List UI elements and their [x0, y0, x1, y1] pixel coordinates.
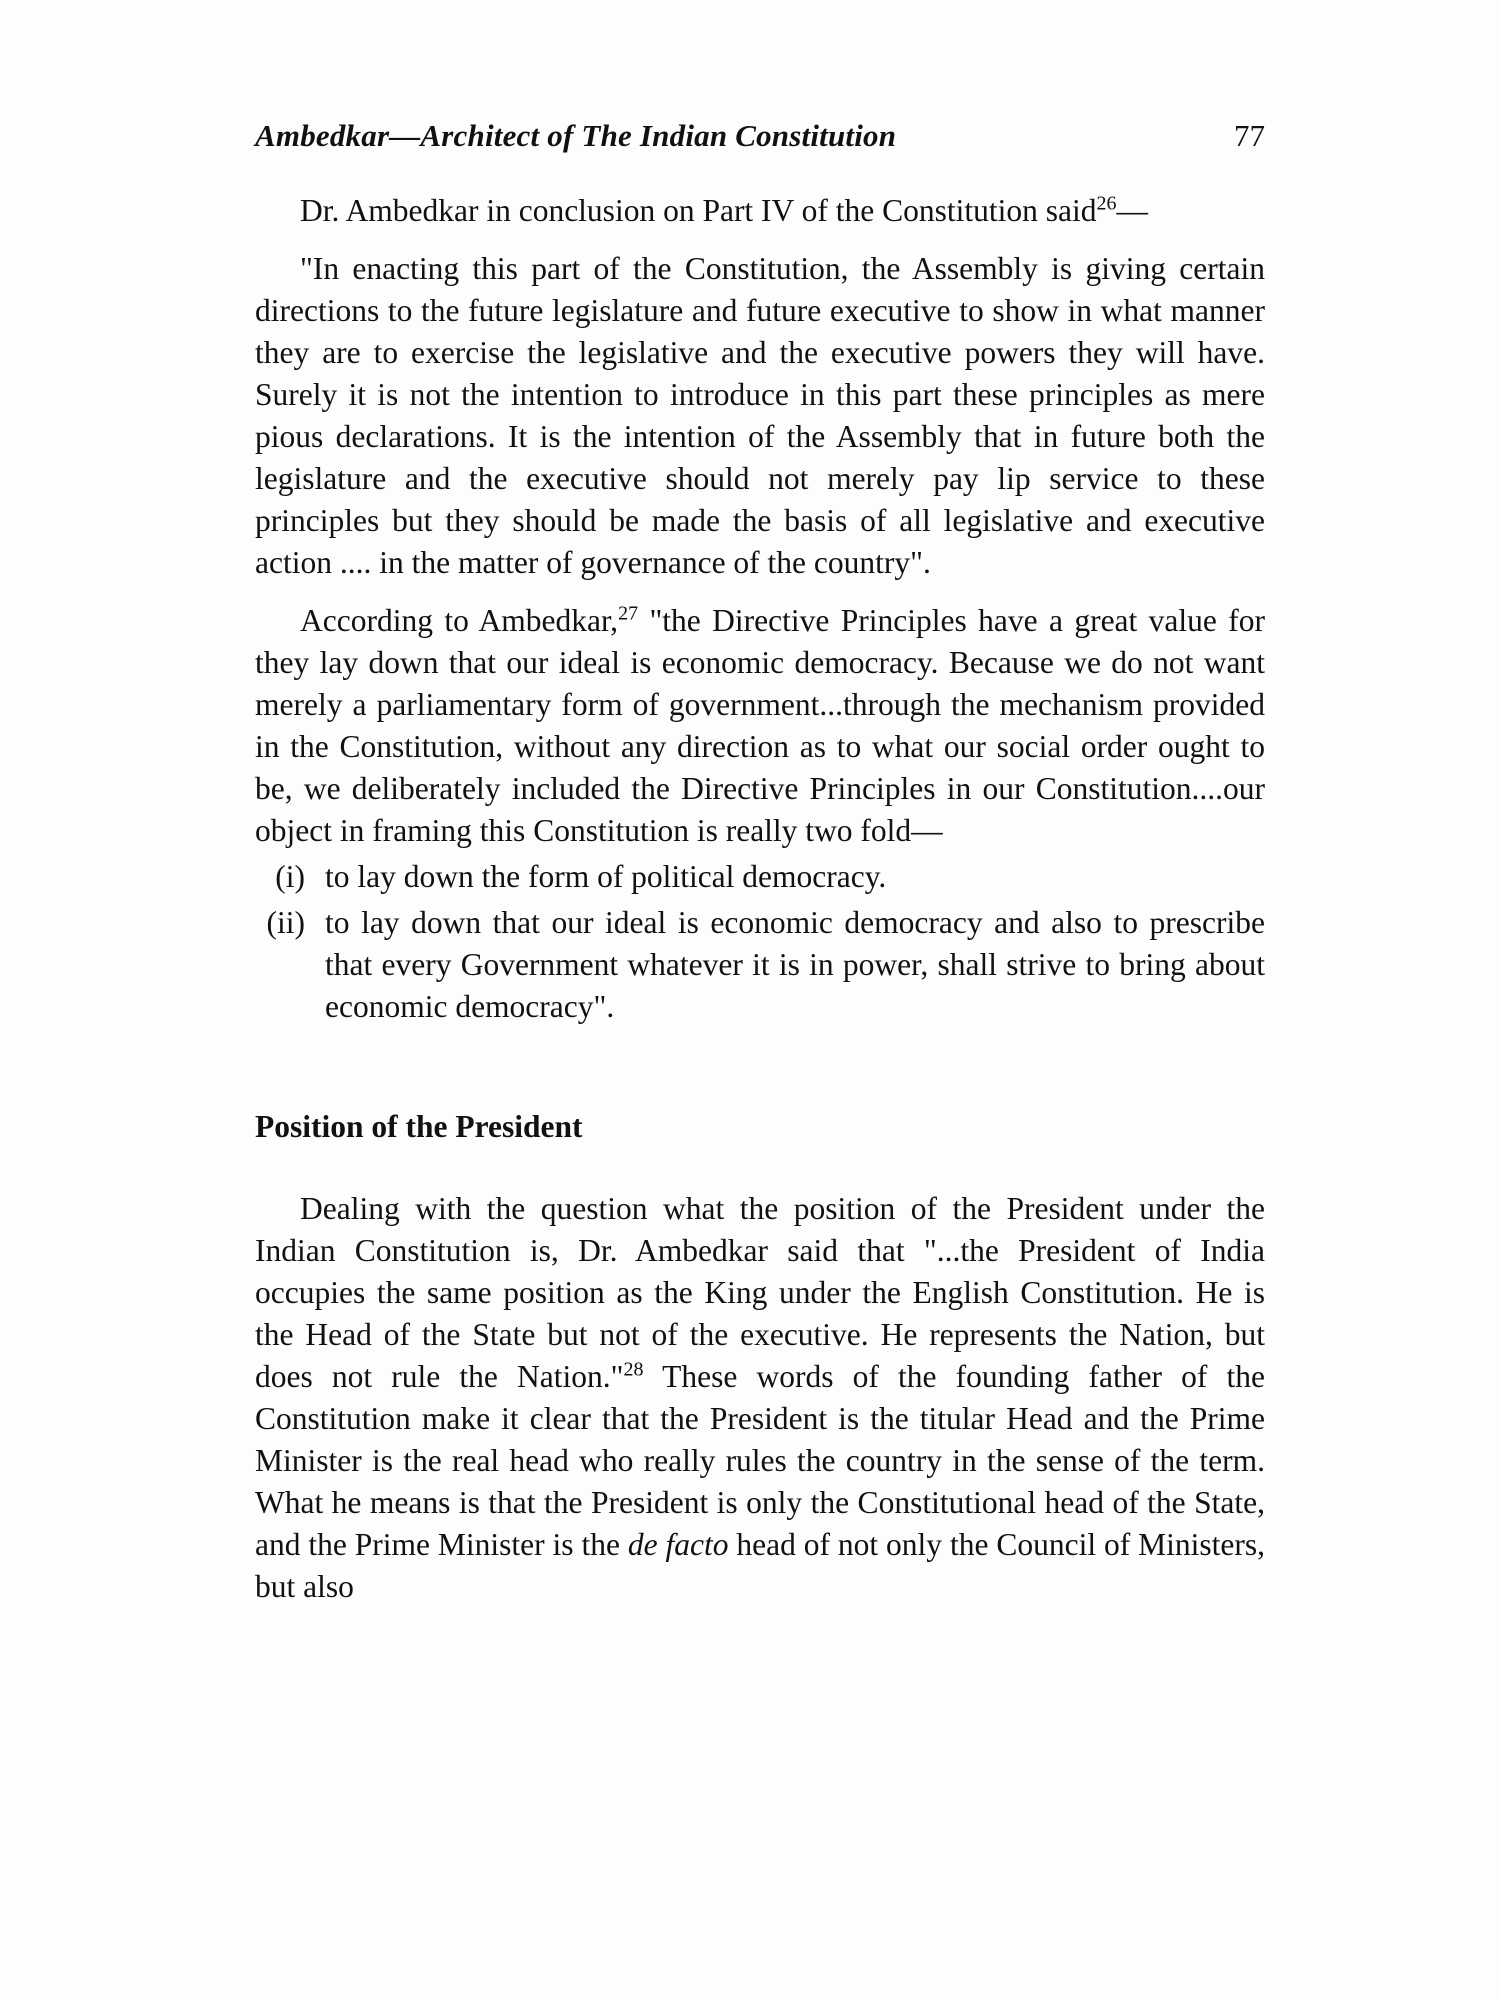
list-item [255, 902, 1265, 1028]
president-text: Dealing with the question what the position of the President under the Indian Constitution is, Dr. Ambedkar said that "...the President of India occupies the same position as the King under the English Constitution. He is the Head of the State but not of the executive. He represents the Nation, but does not rule the Nation." [255, 1191, 1265, 1394]
president-text-continued: These words of the founding father of the Constitution make it clear that the President is the titular Head and the Prime Minister is the real head who really rules the country in the sense of the term. What he means is that the President is only the Constitutional head of the State, and the Prime Minister is the [255, 1359, 1265, 1562]
list-item [255, 856, 1265, 898]
list-item-text: to lay down the form of political democracy. [325, 859, 887, 894]
list-item-text: to lay down that our ideal is economic democracy and also to prescribe that every Government whatever it is in power, shall strive to bring about economic democracy". [325, 905, 1265, 1024]
president-paragraph [255, 1188, 1265, 1608]
president-text-end: head of not only the Council of Ministers, but also [255, 1527, 1265, 1604]
directive-principles-paragraph [255, 600, 1265, 852]
intro-dash: — [1116, 193, 1148, 228]
para2-lead: According to Ambedkar, [300, 603, 619, 638]
running-head: Ambedkar—Architect of The Indian Constitution [255, 118, 897, 153]
footnote-ref-26: 26 [1096, 192, 1117, 215]
quote-paragraph: "In enacting this part of the Constitution, the Assembly is giving certain directions to the future legislature and future executive to show in what manner they are to exercise the legislative and the executive powers they will have. Surely it is not the intention to introduce in this part these principles as mere pious declarations. It is the intention of the Assembly that in future both the legislature and the executive should not merely pay lip service to these principles but they should be made the basis of all legislative and executive action .... in the matter of governance of the country". [255, 251, 1265, 580]
para2-text: "the Directive Principles have a great value for they lay down that our ideal is economic democracy. Because we do not want merely a parliamentary form of government...through the mechanism provided in the Constitution, without any direction as to what our social order ought to be, we deliberately included the Directive Principles in our Constitution....our object in framing this Constitution is really two fold— [255, 603, 1265, 848]
list-item-number: (i) [275, 859, 305, 894]
page-body [255, 190, 1265, 1608]
intro-paragraph [255, 190, 1265, 232]
section-heading: Position of the President [255, 1109, 583, 1144]
objects-list [255, 856, 1265, 1028]
intro-text: Dr. Ambedkar in conclusion on Part IV of the Constitution said [300, 193, 1097, 228]
list-item-number: (ii) [266, 905, 305, 940]
footnote-ref-28: 28 [623, 1358, 644, 1381]
de-facto-italic: de facto [627, 1527, 729, 1562]
footnote-ref-27: 27 [618, 602, 639, 625]
page-header [255, 118, 1265, 168]
page-number: 77 [1234, 118, 1265, 153]
